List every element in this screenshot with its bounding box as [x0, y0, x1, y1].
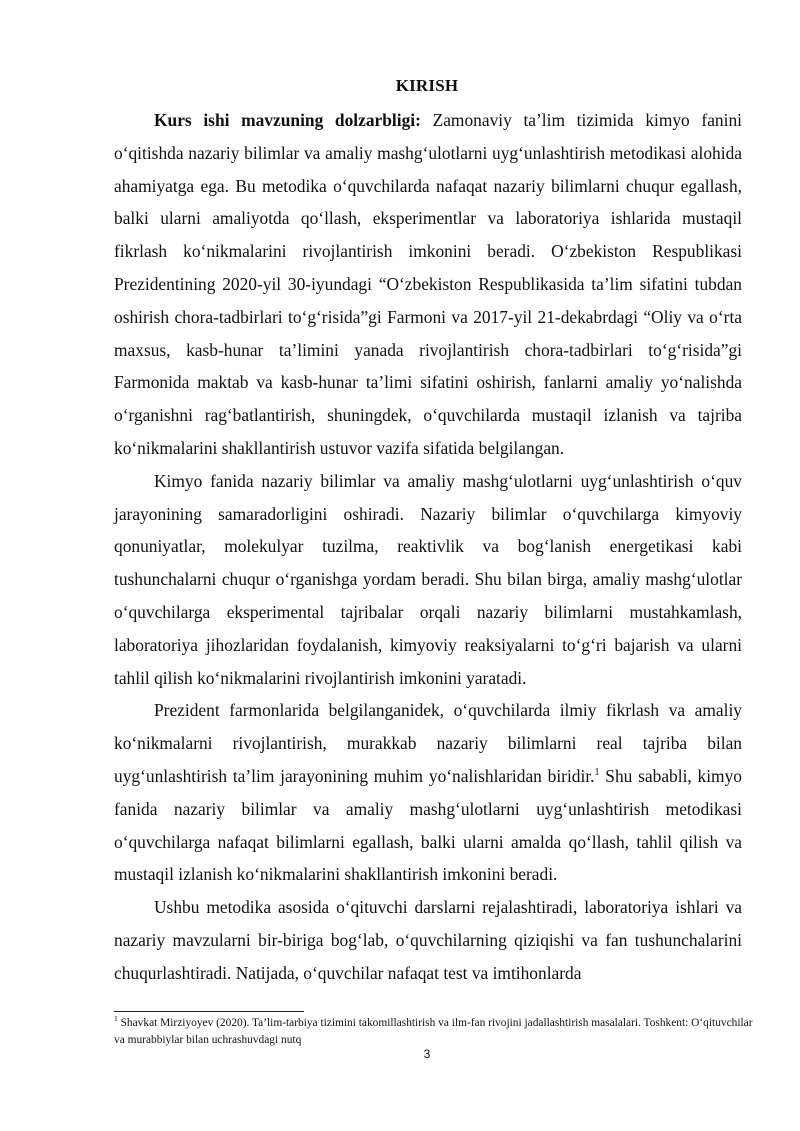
- footnote-separator: [114, 1011, 304, 1012]
- paragraph-2: Kimyo fanida nazariy bilimlar va amaliy mashg‘ulotlarni uyg‘unlashtirish o‘quv jarayonining samaradorligini oshiradi. Nazariy bilimlar o‘quvchilarga kimyoviy qonuniyatlar, molekulyar tuzilma, reaktivlik va bog‘lanish energetikasi kabi tushunchalarni chuqur o‘rganishga yordam beradi. Shu bilan birga, amaliy mashg‘ulotlar o‘quvchilarga eksperimental tajribalar orqali nazariy bilimlarni mustahkamlash, laboratoriya jihozlaridan foydalanish, kimyoviy reaksiyalarni to‘g‘ri bajarish va ularni tahlil qilish ko‘nikmalarini rivojlantirish imkonini yaratadi.: [114, 470, 742, 688]
- paragraph-4: Ushbu metodika asosida o‘qituvchi darslarni rejalashtiradi, laboratoriya ishlari va nazariy mavzularni bir-biriga bog‘lab, o‘quvchilarning qiziqishi va fan tushunchalarini chuqurlashtiradi. Natijada, o‘quvchilar nafaqat test va imtihonlarda: [114, 897, 742, 983]
- footnote-number: 1: [114, 1014, 118, 1024]
- footnote-reference[interactable]: 1: [594, 767, 600, 779]
- paragraph-3-part-1: Prezident farmonlarida belgilanganidek, o‘quvchilarda ilmiy fikrlash va amaliy ko‘nikmalarni rivojlantirish, murakkab nazariy bilimlarni real tajriba bilan uyg‘unlashtirish ta’lim jarayonining muhim yo‘nalishlaridan biridir.: [114, 700, 742, 786]
- section-title: KIRISH: [395, 76, 459, 95]
- paragraph-3-part-2: Shu sababli, kimyo fanida nazariy bilimlar va amaliy mashg‘ulotlarni uyg‘unlashtirish metodikasi o‘quvchilarga nafaqat bilimlarni egallash, balki ularni amalda qo‘llash, tahlil qilish va mustaqil izlanish ko‘nikmalarini shakllantirish imkonini beradi.: [114, 765, 742, 885]
- paragraph-1: [114, 104, 742, 465]
- footnote: [114, 1015, 754, 1049]
- footnote-text: Shavkat Mirziyoyev (2020). Ta’lim-tarbiya tizimini takomillashtirish va ilm-fan rivojini jadallashtirish masalalari. Toshkent: O‘qituvchilar va murabbiylar bilan uchrashuvdagi nutq: [114, 1017, 753, 1046]
- body-text: [114, 104, 742, 990]
- paragraph-1-text: Zamonaviy ta’lim tizimida kimyo fanini o‘qitishda nazariy bilimlar va amaliy mashg‘ulotlarni uyg‘unlashtirish metodikasi alohida ahamiyatga ega. Bu metodika o‘quvchilarda nafaqat nazariy bilimlarni chuqur egallash, balki ularni amaliyotda qo‘llash, eksperimentlar va laboratoriya ishlarida mustaqil fikrlash ko‘nikmalarini rivojlantirish imkonini beradi. O‘zbekiston Respublikasi Prezidentining 2020-yil 30-iyundagi “O‘zbekiston Respublikasida ta’lim sifatini tubdan oshirish chora-tadbirlari to‘g‘risida”gi Farmoni va 2017-yil 21-dekabrdagi “Oliy va o‘rta maxsus, kasb-hunar ta’limini yanada rivojlantirish chora-tadbirlari to‘g‘risida”gi Farmonida maktab va kasb-hunar ta’limi sifatini oshirish, fanlarni amaliy yo‘nalishda o‘rganishni rag‘batlantirish, shuningdek, o‘quvchilarda mustaqil izlanish va tajriba ko‘nikmalarini shakllantirish ustuvor vazifa sifatida belgilangan.: [114, 110, 742, 458]
- paragraph-3: [114, 694, 742, 891]
- paragraph-1-lead: Kurs ishi mavzuning dolzarbligi:: [154, 110, 421, 130]
- page-number: 3: [423, 1047, 431, 1061]
